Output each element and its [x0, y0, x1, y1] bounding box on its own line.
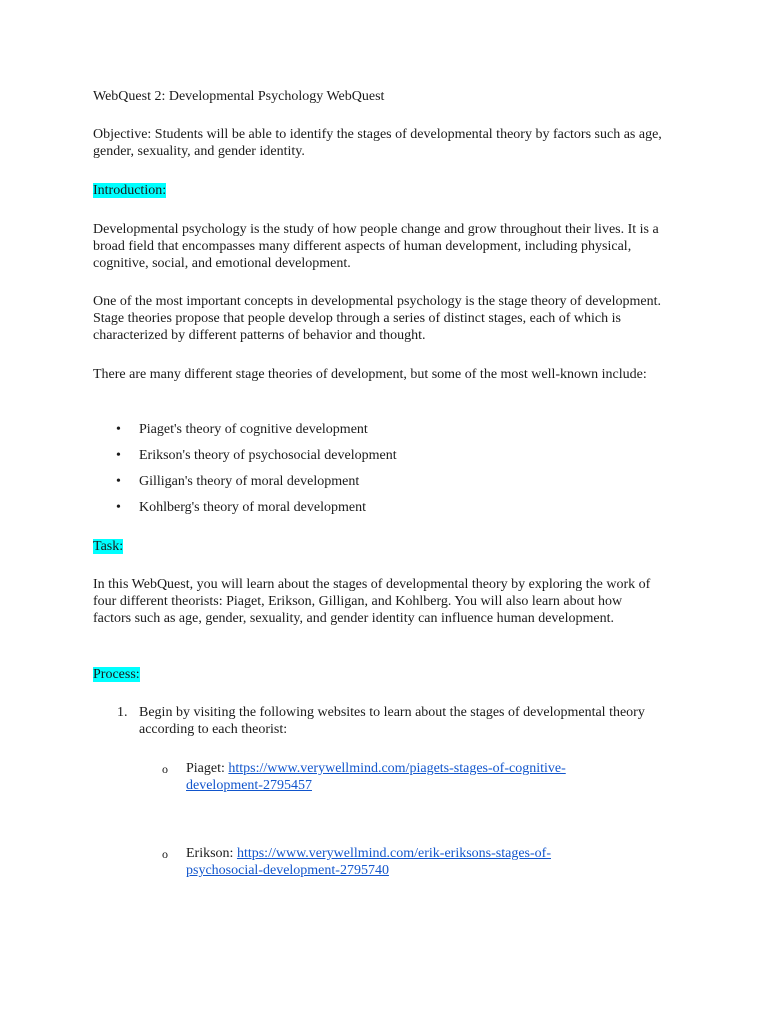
numbered-list-item — [93, 704, 673, 744]
task-text: In this WebQuest, you will learn about the stages of developmental theory by exploring the work of four different theorists: Piaget, Erikson, Gilligan, and Kohlberg. You will also learn about how factors such as age, gender, sexuality, and gender identity can influence human development. — [93, 577, 651, 626]
intro-paragraph-1: Developmental psychology is the study of how people change and grow throughout their lives. It is a broad field that encompasses many different aspects of human development, including physical, cognitive, social, and emotional development. — [93, 222, 659, 271]
list-item-text: Gilligan's theory of moral development — [139, 474, 360, 489]
theorist-label: Piaget: — [186, 761, 229, 776]
task-heading — [93, 538, 123, 555]
erikson-link[interactable]: https://www.verywellmind.com/erik-eriksons-stages-of-psychosocial-development-2795740 — [186, 846, 551, 878]
circle-bullet-icon: o — [162, 762, 168, 776]
document-title: WebQuest 2: Developmental Psychology WebQuest — [93, 89, 385, 104]
introduction-heading — [93, 182, 166, 199]
list-item-text: Piaget's theory of cognitive development — [139, 422, 368, 437]
list-item-text: Erikson's theory of psychosocial development — [139, 448, 397, 463]
list-number: 1. — [117, 705, 128, 720]
process-heading — [93, 666, 140, 683]
bullet-icon: • — [116, 422, 121, 437]
theorist-label: Erikson: — [186, 846, 237, 861]
circle-bullet-icon: o — [162, 847, 168, 861]
sub-list-item — [93, 760, 673, 800]
sub-list-item-text — [186, 760, 626, 794]
bullet-icon: • — [116, 500, 121, 515]
step-1-text: Begin by visiting the following websites to learn about the stages of developmental theory according to each theorist: — [139, 705, 645, 737]
sub-list-item-text — [186, 845, 626, 879]
bullet-icon: • — [116, 474, 121, 489]
bullet-icon: • — [116, 448, 121, 463]
process-heading-label: Process: — [93, 667, 140, 682]
piaget-link[interactable]: https://www.verywellmind.com/piagets-stages-of-cognitive-development-2795457 — [186, 761, 566, 793]
task-heading-label: Task: — [93, 539, 124, 554]
objective-text: Objective: Students will be able to identify the stages of developmental theory by factors such as age, gender, sexuality, and gender identity. — [93, 127, 662, 159]
list-item-text: Kohlberg's theory of moral development — [139, 500, 366, 515]
sub-list-item — [93, 845, 673, 885]
introduction-heading-label: Introduction: — [93, 183, 167, 198]
intro-paragraph-2: One of the most important concepts in developmental psychology is the stage theory of development. Stage theories propose that people develop through a series of distinct stages, each of which is characterized by different patterns of behavior and thought. — [93, 294, 662, 343]
intro-paragraph-3: There are many different stage theories of development, but some of the most well-known include: — [93, 367, 647, 382]
